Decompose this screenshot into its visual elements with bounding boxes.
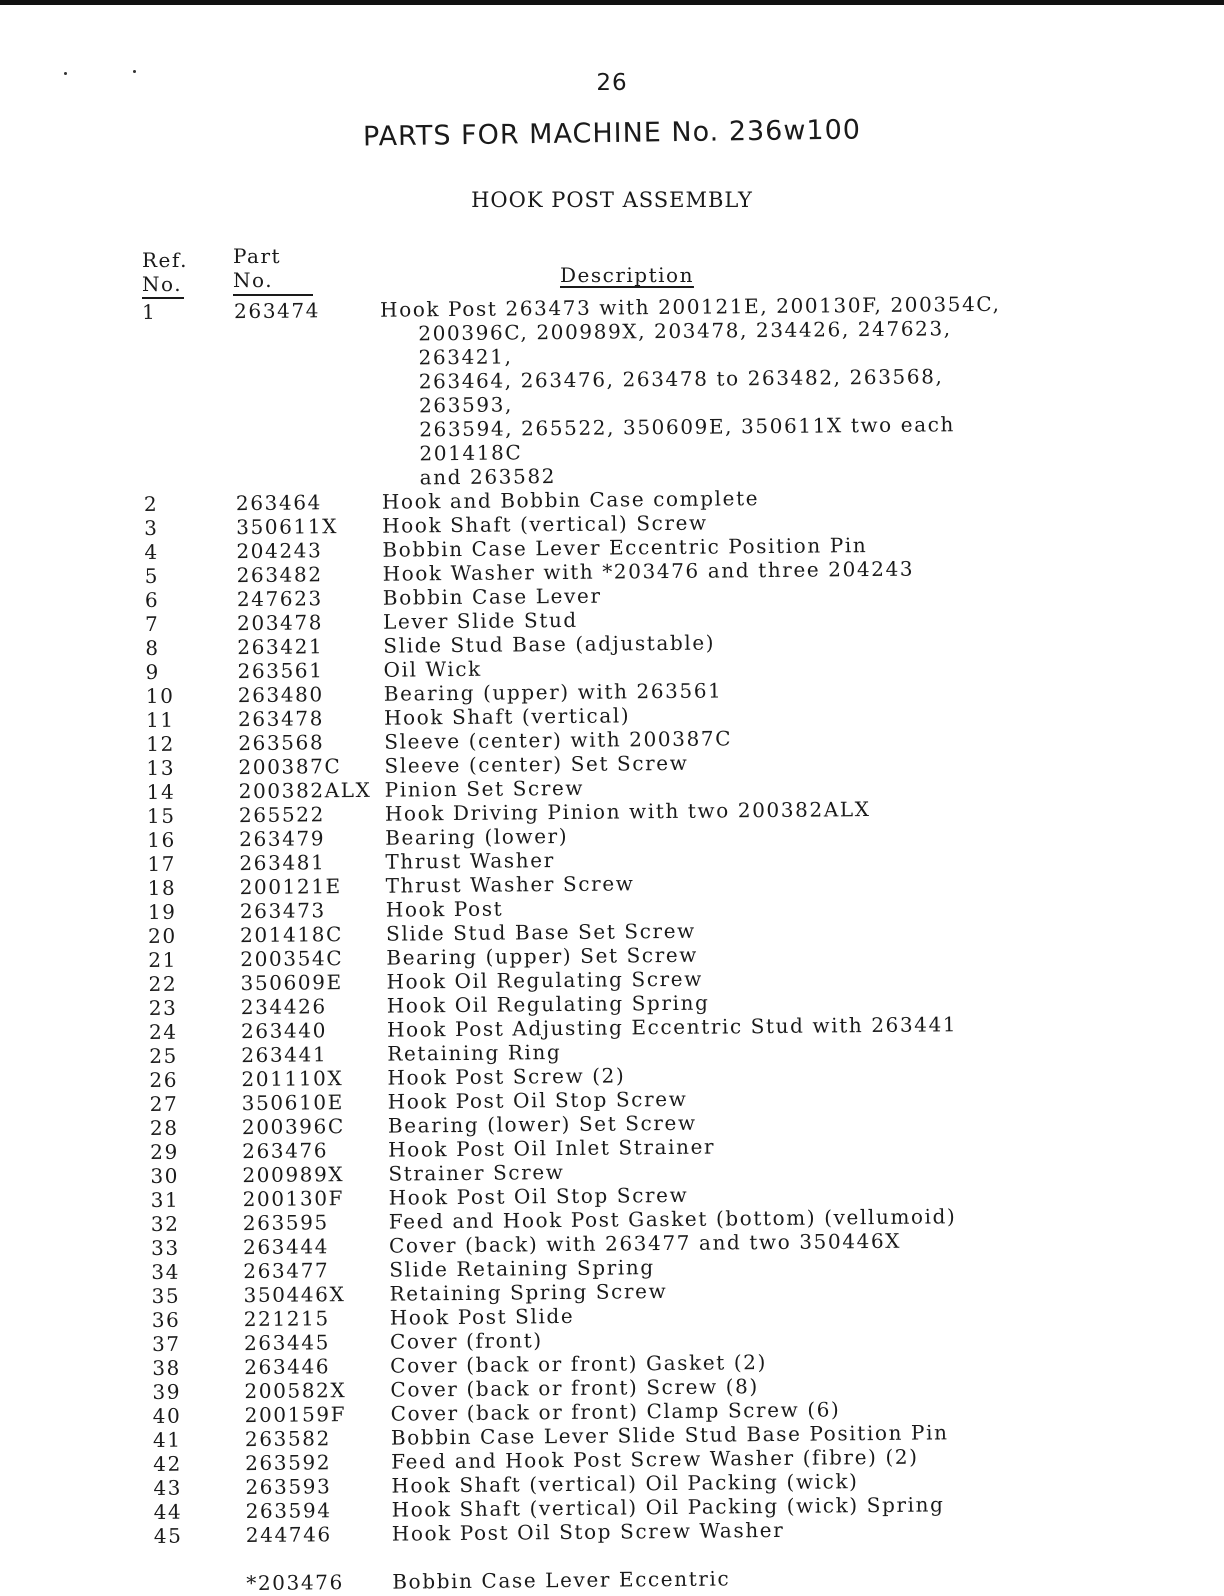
description: Bearing (lower) xyxy=(385,823,569,850)
scan-edge xyxy=(0,0,1224,5)
ref-no: 12 xyxy=(146,731,176,756)
description: Slide Retaining Spring xyxy=(389,1255,655,1282)
description-line: Hook Post 263473 with 200121E, 200130F, 200354C, xyxy=(379,291,1001,322)
part-no: 247623 xyxy=(236,586,323,612)
part-no: 234426 xyxy=(240,994,327,1020)
ref-no: 37 xyxy=(151,1331,181,1356)
description: Thrust Washer xyxy=(385,848,555,874)
part-no: 263477 xyxy=(243,1258,330,1284)
description: Oil Wick xyxy=(383,656,482,682)
ref-no: 38 xyxy=(152,1355,182,1380)
ref-no: 2 xyxy=(143,491,159,516)
description: Hook Oil Regulating Spring xyxy=(386,990,710,1018)
ref-no: 5 xyxy=(144,563,160,588)
ref-no xyxy=(154,1571,246,1572)
part-no: 200354C xyxy=(240,946,344,972)
ref-no: 6 xyxy=(144,587,160,612)
ref-no: 19 xyxy=(147,899,177,924)
description: Lever Slide Stud xyxy=(382,607,578,634)
ref-no: 20 xyxy=(147,923,177,948)
description: Hook Post Screw (2) xyxy=(387,1063,626,1090)
ref-no: 35 xyxy=(151,1283,181,1308)
part-no: 263481 xyxy=(239,850,326,876)
section-title: HOOK POST ASSEMBLY xyxy=(471,188,753,212)
description: Cover (front) xyxy=(389,1328,543,1354)
part-no: 263568 xyxy=(238,730,325,756)
description: Bearing (upper) Set Screw xyxy=(386,942,699,970)
description: Hook Washer with *203476 and three 204243 xyxy=(382,556,915,586)
part-no: 263479 xyxy=(239,826,326,852)
part-no: 200130F xyxy=(242,1186,345,1212)
description: Bobbin Case Lever Eccentric xyxy=(392,1566,731,1594)
ref-no: 17 xyxy=(147,851,177,876)
ref-no: 22 xyxy=(148,971,178,996)
part-no: 263561 xyxy=(237,658,324,684)
page-number: 26 xyxy=(596,70,628,96)
description: Cover (back or front) Clamp Screw (6) xyxy=(390,1397,841,1426)
ref-no: 23 xyxy=(148,995,178,1020)
part-no: 203478 xyxy=(236,610,324,636)
description: Hook Shaft (vertical) Oil Packing (wick) xyxy=(391,1469,859,1498)
part-no: 263482 xyxy=(236,562,323,588)
part-no: 263445 xyxy=(243,1330,331,1356)
part-no: 263595 xyxy=(242,1210,329,1236)
part-no: 263446 xyxy=(244,1354,331,1380)
part-no: 263441 xyxy=(241,1042,328,1068)
part-no: 200121E xyxy=(239,874,342,900)
ref-no: 26 xyxy=(149,1067,179,1092)
part-no: 263474 xyxy=(233,298,321,324)
description: Hook Shaft (vertical) Screw xyxy=(382,510,708,538)
part-no: 265522 xyxy=(238,802,326,828)
part-no: 350609E xyxy=(240,970,343,996)
part-no: 263421 xyxy=(237,634,324,660)
ref-no: 42 xyxy=(153,1451,182,1476)
description: Hook Post xyxy=(385,896,504,922)
ref-no: 25 xyxy=(149,1043,179,1068)
description: Bearing (lower) Set Screw xyxy=(387,1110,697,1138)
part-no: 263593 xyxy=(245,1474,332,1500)
part-no: 201418C xyxy=(239,922,344,948)
ref-header-line1: Ref. xyxy=(142,248,188,272)
ref-no: 41 xyxy=(152,1427,182,1452)
description: Sleeve (center) Set Screw xyxy=(384,750,689,778)
description: Hook Post Adjusting Eccentric Stud with 263441 xyxy=(386,1012,958,1042)
part-no: 200387C xyxy=(238,754,342,780)
description: Slide Stud Base Set Screw xyxy=(385,918,696,946)
ref-no: 11 xyxy=(145,707,175,732)
description: Cover (back or front) Screw (8) xyxy=(390,1374,759,1402)
ref-no: 10 xyxy=(145,683,175,708)
ref-no: 33 xyxy=(150,1235,180,1260)
description: Strainer Screw xyxy=(388,1159,565,1186)
description: Feed and Hook Post Screw Washer (fibre) (2) xyxy=(391,1444,919,1474)
ref-no: 29 xyxy=(150,1139,179,1164)
description: Bearing (upper) with 263561 xyxy=(383,678,723,706)
description: Hook Post Oil Stop Screw xyxy=(387,1086,688,1114)
description: Hook and Bobbin Case complete xyxy=(381,486,760,514)
ref-no: 14 xyxy=(146,779,176,804)
description-line: 263594, 265522, 350609E, 350611X two each 201418C xyxy=(419,412,956,466)
description: Pinion Set Screw xyxy=(384,775,585,802)
part-no: 263440 xyxy=(240,1018,328,1044)
description: Hook Post Oil Stop Screw xyxy=(388,1182,689,1210)
part-header-line1: Part xyxy=(233,244,282,268)
description: Feed and Hook Post Gasket (bottom) (vellumoid) xyxy=(388,1204,957,1234)
description: Retaining Spring Screw xyxy=(389,1279,668,1306)
part-no: 263464 xyxy=(235,490,323,516)
description xyxy=(380,291,1044,489)
item-rows xyxy=(144,483,1054,1548)
ref-no: 3 xyxy=(144,515,159,540)
part-no: 221215 xyxy=(243,1306,330,1332)
part-no: 263592 xyxy=(245,1450,332,1476)
part-no: 200989X xyxy=(242,1162,345,1188)
ref-no: 27 xyxy=(149,1091,179,1116)
description: Retaining Ring xyxy=(387,1040,562,1066)
description: Thrust Washer Screw xyxy=(385,871,635,898)
description: Cover (back or front) Gasket (2) xyxy=(390,1350,768,1378)
description-line: and 263582 xyxy=(419,464,557,490)
ref-no: 4 xyxy=(144,539,159,564)
part-no-header xyxy=(233,244,281,292)
ref-no: 9 xyxy=(145,659,161,684)
ref-no: 21 xyxy=(148,947,178,972)
part-no: *203476 xyxy=(246,1570,344,1596)
ref-no: 43 xyxy=(153,1475,183,1500)
ref-no: 16 xyxy=(147,827,176,852)
ref-no-header xyxy=(142,248,188,296)
description: Hook Driving Pinion with two 200382ALX xyxy=(384,797,871,826)
ref-header-line2: No. xyxy=(142,272,183,296)
part-no: 263594 xyxy=(245,1498,332,1524)
description: Bobbin Case Lever Slide Stud Base Position Pin xyxy=(390,1420,949,1450)
ref-no: 34 xyxy=(151,1259,181,1284)
ref-no: 31 xyxy=(150,1187,180,1212)
description: Bobbin Case Lever Eccentric Position Pin xyxy=(382,533,868,562)
part-no: 200396C xyxy=(241,1114,345,1140)
ref-no: 8 xyxy=(145,635,160,660)
part-no: 263480 xyxy=(237,682,324,708)
parts-table xyxy=(142,291,1054,1596)
part-no: 263478 xyxy=(237,706,325,732)
ref-no: 39 xyxy=(152,1379,182,1404)
part-no: 200582X xyxy=(244,1378,347,1404)
description: Hook Post Slide xyxy=(389,1303,575,1330)
ref-no: 13 xyxy=(146,755,176,780)
part-no: 200159F xyxy=(244,1402,347,1428)
part-no: 204243 xyxy=(236,538,323,564)
ref-no: 30 xyxy=(150,1163,180,1188)
part-no: 244746 xyxy=(245,1522,332,1548)
part-no: 350610E xyxy=(241,1090,344,1116)
description: Hook Oil Regulating Screw xyxy=(386,966,703,994)
part-no: 263444 xyxy=(242,1234,330,1260)
description-line: 200396C, 200989X, 203478, 234426, 247623, 263421, xyxy=(418,316,952,370)
part-header-line2: No. xyxy=(233,268,274,292)
ref-no: 1 xyxy=(142,299,157,324)
ref-no: 7 xyxy=(144,611,160,636)
description: Hook Shaft (vertical) Oil Packing (wick) Spring xyxy=(391,1492,945,1522)
description: Hook Post Oil Inlet Strainer xyxy=(388,1134,716,1162)
description-line: 263464, 263476, 263478 to 263482, 263568, 263593, xyxy=(418,364,944,418)
part-no: 263476 xyxy=(242,1138,329,1164)
ref-no: 40 xyxy=(152,1403,182,1428)
part-header-rule xyxy=(233,294,313,296)
ref-no: 45 xyxy=(153,1523,183,1548)
page-title: PARTS FOR MACHINE No. 236w100 xyxy=(362,114,862,153)
ref-no: 18 xyxy=(147,875,177,900)
part-no: 200382ALX xyxy=(238,777,372,804)
part-no: 263473 xyxy=(239,898,326,924)
ref-no: 24 xyxy=(148,1019,178,1044)
part-no: 350446X xyxy=(243,1282,346,1308)
description: Slide Stud Base (adjustable) xyxy=(383,630,716,658)
part-no: 350611X xyxy=(236,514,339,540)
part-no: 201110X xyxy=(241,1066,344,1092)
table-row xyxy=(142,291,1044,492)
description: Sleeve (center) with 200387C xyxy=(384,726,733,754)
description-header: Description xyxy=(560,263,694,287)
description: Cover (back) with 263477 and two 350446X xyxy=(388,1228,902,1258)
description: Bobbin Case Lever xyxy=(382,583,602,610)
ref-no: 32 xyxy=(150,1211,180,1236)
part-no: 263582 xyxy=(244,1426,332,1452)
ref-no: 36 xyxy=(151,1307,181,1332)
ref-no: 28 xyxy=(149,1115,179,1140)
description: Hook Post Oil Stop Screw Washer xyxy=(391,1517,785,1546)
ref-no: 15 xyxy=(146,803,176,828)
description: Hook Shaft (vertical) xyxy=(383,703,631,730)
ref-no: 44 xyxy=(153,1499,183,1524)
